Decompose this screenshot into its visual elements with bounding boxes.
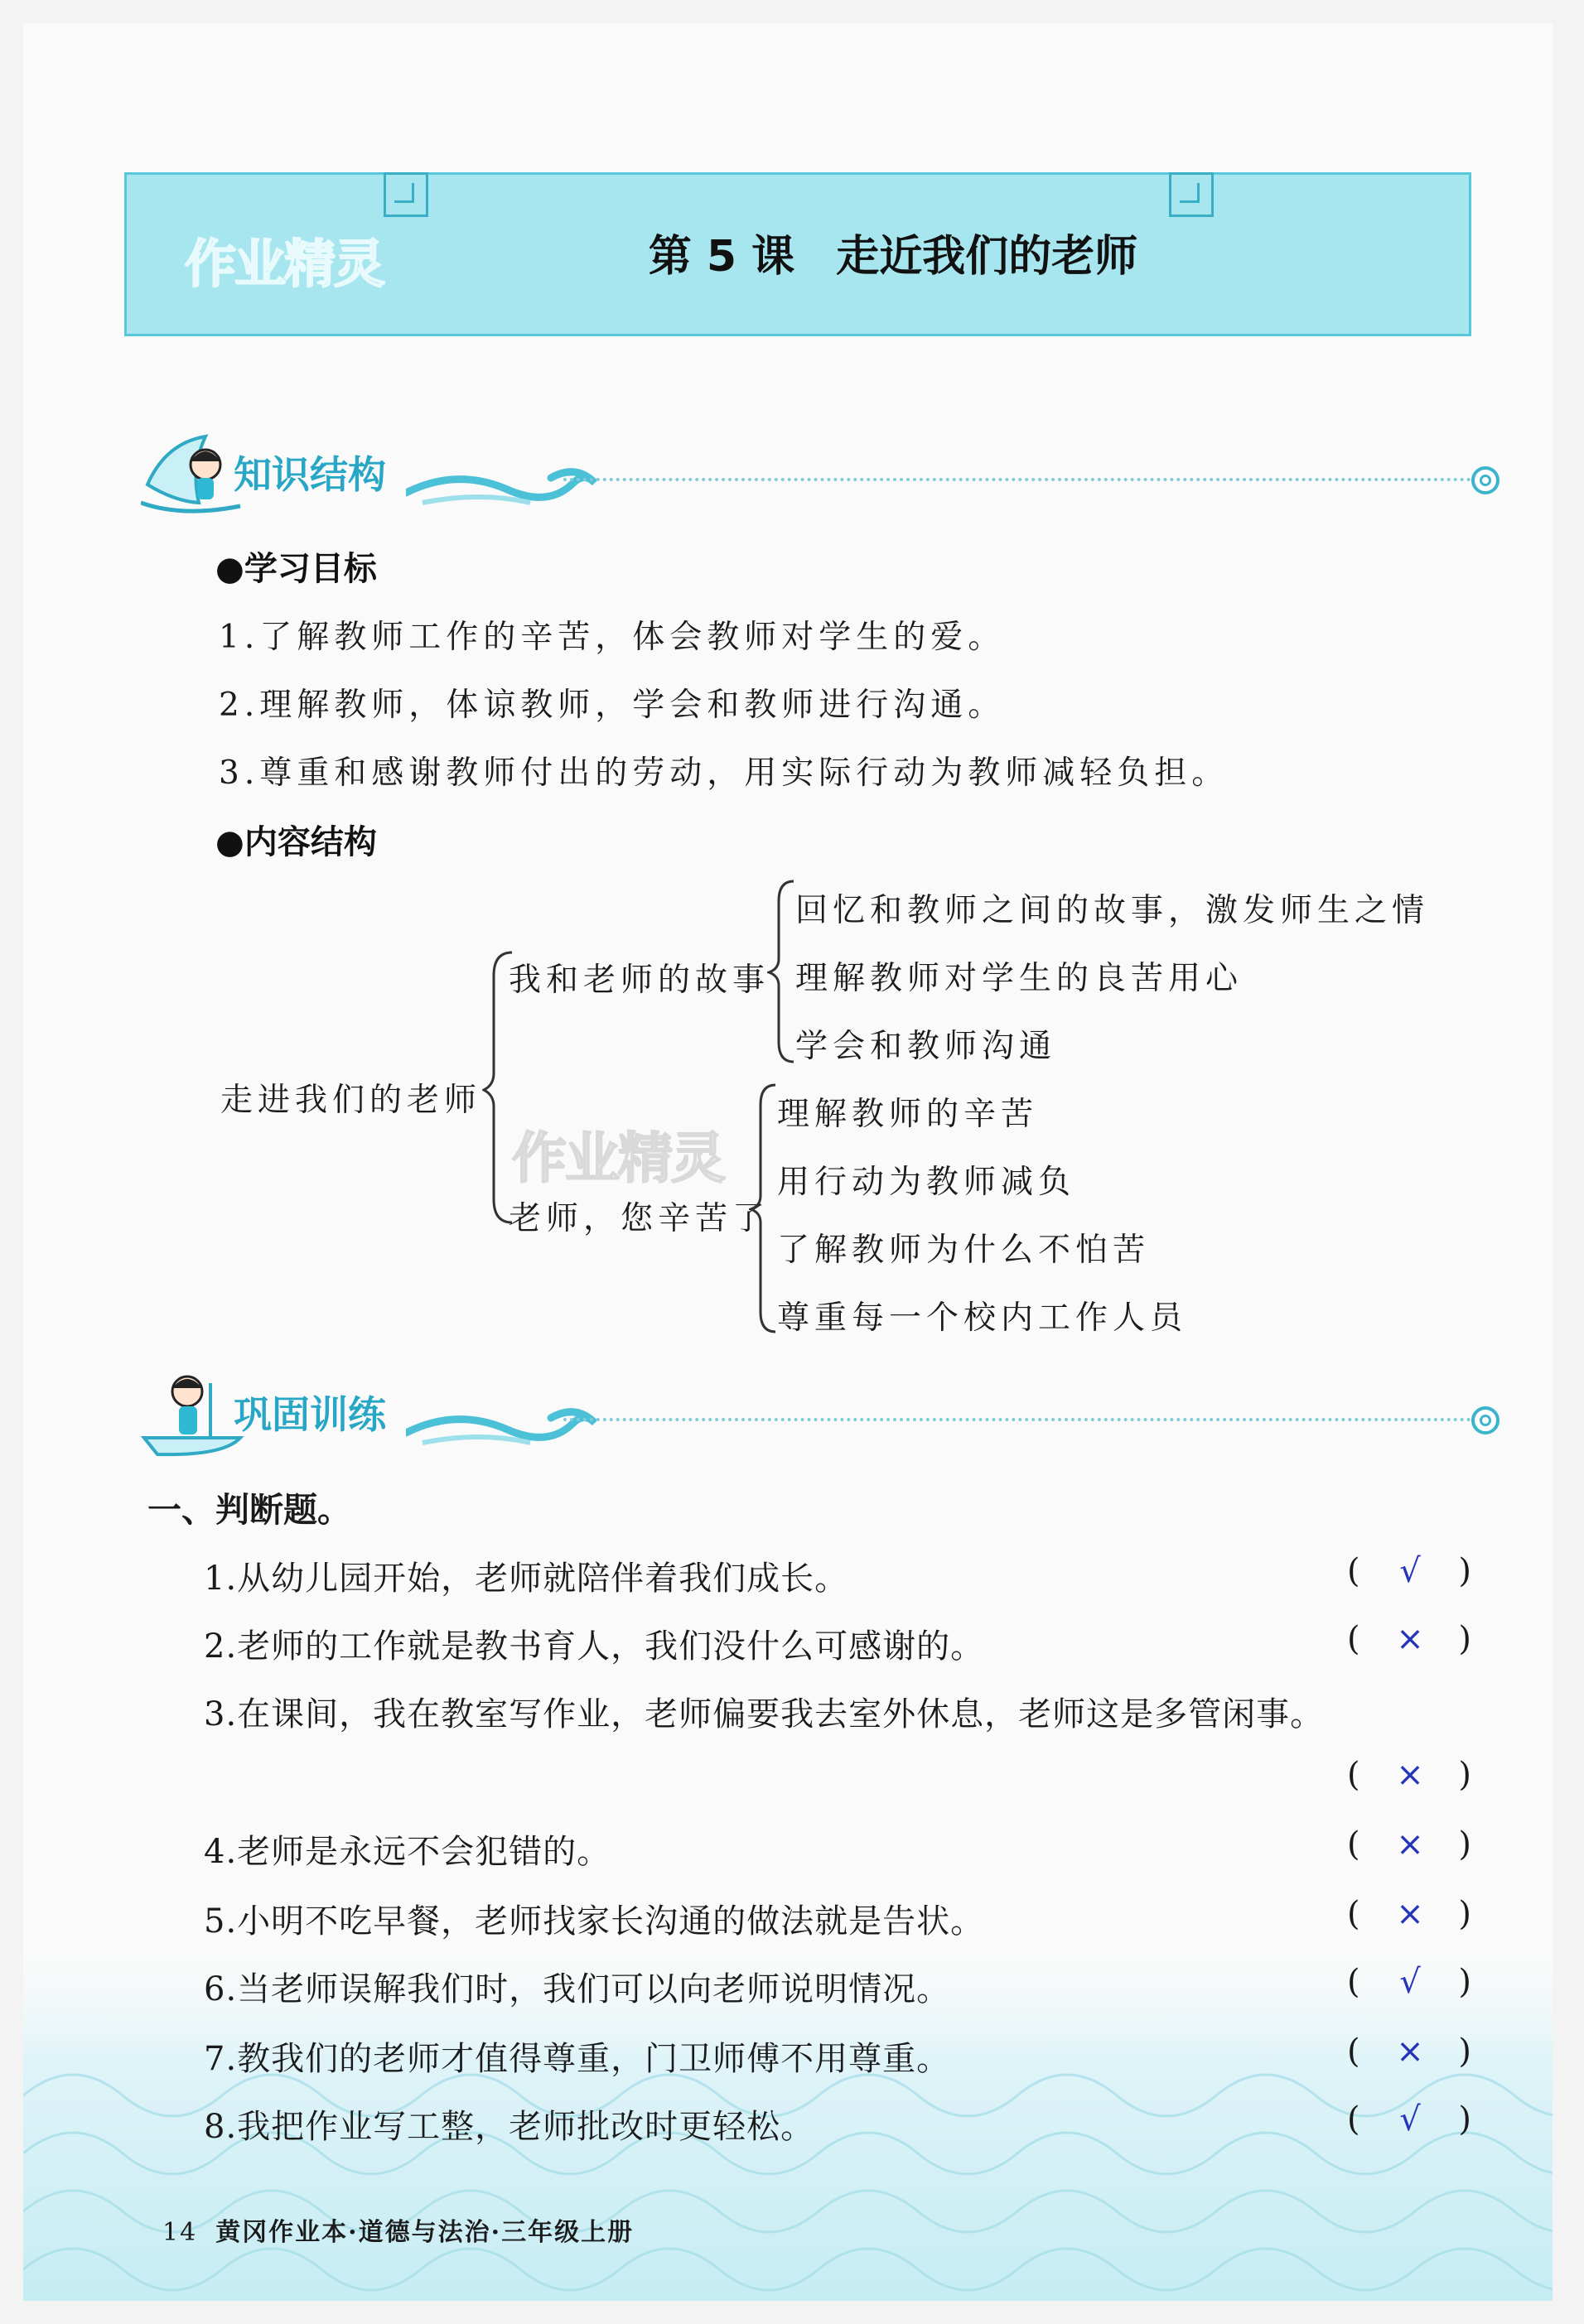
watermark: 作业精灵	[185, 234, 384, 294]
section-header-knowledge	[141, 427, 1499, 518]
cross-mark-icon: ×	[1396, 1825, 1424, 1864]
target-icon	[1471, 1406, 1499, 1434]
page-footer	[162, 2211, 634, 2248]
goal-item: 1.了解教师工作的辛苦，体会教师对学生的爱。	[219, 619, 1006, 656]
question-item: 2.老师的工作就是教书育人，我们没什么可感谢的。	[204, 1627, 985, 1666]
section-title: 巩固训练	[234, 1392, 386, 1437]
question-item: 4.老师是永远不会犯错的。	[204, 1833, 611, 1871]
cross-mark-icon: ×	[1396, 1756, 1424, 1794]
lesson-name: 走近我们的老师	[836, 232, 1138, 282]
cross-mark-icon: ×	[1396, 1620, 1424, 1658]
tree-leaf: 了解教师为什么不怕苦	[777, 1232, 1151, 1269]
divider	[563, 1418, 1471, 1421]
book-title: 黄冈作业本·道德与法治·三年级上册	[215, 2218, 635, 2247]
cross-mark-icon: ×	[1396, 2032, 1424, 2071]
brace-icon	[749, 1083, 779, 1333]
question-item: 7.教我们的老师才值得尊重，门卫师傅不用尊重。	[204, 2040, 951, 2078]
banner-ornament-icon	[1169, 172, 1214, 217]
tree-leaf: 尊重每一个校内工作人员	[777, 1299, 1188, 1337]
tree-leaf: 理解教师的辛苦	[777, 1096, 1039, 1133]
check-mark-icon: √	[1399, 1552, 1421, 1590]
question-item: 3.在课间，我在教室写作业，老师偏要我去室外休息，老师这是多管闲事。	[204, 1695, 1325, 1733]
tree-leaf: 用行动为教师减负	[777, 1164, 1076, 1201]
check-mark-icon: √	[1399, 1963, 1421, 2001]
section-header-practice	[141, 1367, 1499, 1458]
tree-root: 走进我们的老师	[220, 1082, 482, 1119]
question-item: 6.当老师误解我们时，我们可以向老师说明情况。	[204, 1970, 951, 2008]
goal-item: 3.尊重和感谢教师付出的劳动，用实际行动为教师减轻负担。	[219, 755, 1229, 792]
tree-branch: 我和老师的故事	[509, 962, 770, 999]
page-number: 14	[162, 2218, 198, 2247]
goals-heading: ●学习目标	[215, 550, 377, 588]
question-item: 5.小明不吃早餐，老师找家长沟通的做法就是告状。	[204, 1902, 985, 1941]
divider	[563, 478, 1471, 481]
section-title: 知识结构	[234, 452, 386, 497]
target-icon	[1471, 466, 1499, 494]
lesson-title	[127, 221, 1469, 283]
check-mark-icon: √	[1399, 2100, 1421, 2138]
boy-boat-icon	[141, 1367, 249, 1458]
wave-icon	[406, 1400, 596, 1449]
lesson-number: 第 5 课	[648, 232, 795, 282]
tree-leaf: 回忆和教师之间的故事，激发师生之情	[795, 892, 1430, 929]
question-section-title: 一、判断题。	[147, 1490, 351, 1530]
structure-heading: ●内容结构	[215, 823, 377, 861]
wave-icon	[406, 460, 596, 509]
goal-item: 2.理解教师，体谅教师，学会和教师进行沟通。	[219, 687, 1006, 724]
tree-branch: 老师，您辛苦了	[509, 1200, 770, 1237]
question-item: 8.我把作业写工整，老师批改时更轻松。	[204, 2108, 815, 2146]
brace-icon	[767, 880, 797, 1063]
tree-leaf: 学会和教师沟通	[795, 1028, 1057, 1065]
lesson-banner	[124, 172, 1471, 336]
girl-surfer-icon	[141, 427, 249, 518]
banner-ornament-icon	[384, 172, 428, 217]
cross-mark-icon: ×	[1396, 1895, 1424, 1933]
watermark: 作业精灵	[512, 1126, 724, 1190]
question-item: 1.从幼儿园开始，老师就陪伴着我们成长。	[204, 1560, 849, 1598]
tree-leaf: 理解教师对学生的良苦用心	[795, 960, 1244, 997]
